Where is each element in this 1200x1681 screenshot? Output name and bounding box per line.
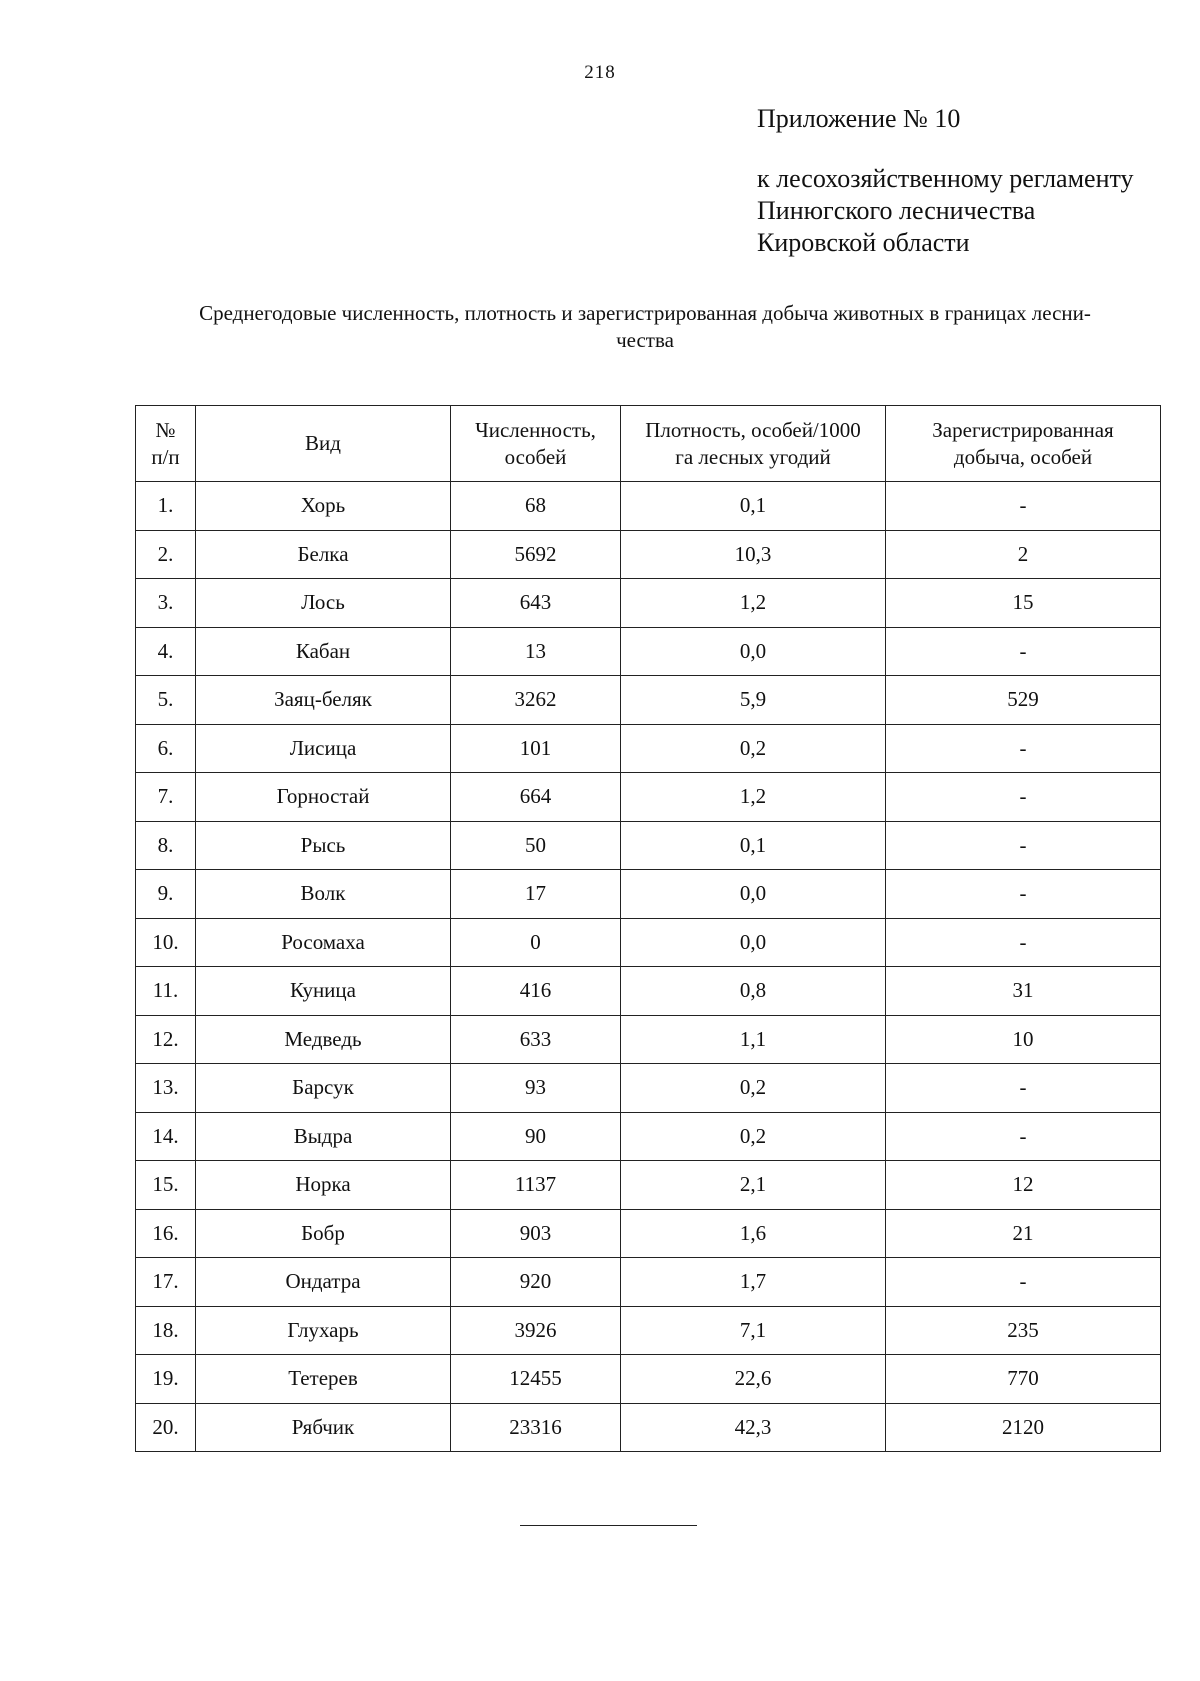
cell-count: 664	[451, 773, 621, 822]
cell-num: 20.	[136, 1403, 196, 1452]
table-row	[136, 1209, 1161, 1258]
cell-count: 90	[451, 1112, 621, 1161]
header-count-line-2: особей	[504, 444, 567, 469]
footer-divider	[520, 1525, 697, 1526]
cell-density: 42,3	[621, 1403, 886, 1452]
table-row	[136, 821, 1161, 870]
cell-species: Волк	[196, 870, 451, 919]
header-density	[621, 406, 886, 482]
cell-count: 13	[451, 627, 621, 676]
table-caption-line-1: Среднегодовые численность, плотность и зарегистрированная добыча животных в границах лесни-	[199, 301, 1091, 325]
cell-harvest: -	[886, 918, 1161, 967]
cell-harvest: 235	[886, 1306, 1161, 1355]
cell-count: 5692	[451, 530, 621, 579]
cell-density: 0,2	[621, 724, 886, 773]
header-harvest	[886, 406, 1161, 482]
cell-density: 2,1	[621, 1161, 886, 1210]
table-row	[136, 773, 1161, 822]
cell-density: 0,2	[621, 1064, 886, 1113]
cell-species: Куница	[196, 967, 451, 1016]
cell-count: 101	[451, 724, 621, 773]
cell-harvest: 770	[886, 1355, 1161, 1404]
appendix-line-regulation: к лесохозяйственному регламенту	[757, 164, 1134, 193]
cell-density: 1,7	[621, 1258, 886, 1307]
table-row	[136, 530, 1161, 579]
cell-num: 10.	[136, 918, 196, 967]
cell-species: Лисица	[196, 724, 451, 773]
cell-species: Кабан	[196, 627, 451, 676]
table-row	[136, 1112, 1161, 1161]
cell-density: 22,6	[621, 1355, 886, 1404]
cell-count: 1137	[451, 1161, 621, 1210]
cell-num: 18.	[136, 1306, 196, 1355]
cell-species: Барсук	[196, 1064, 451, 1113]
cell-num: 2.	[136, 530, 196, 579]
cell-species: Заяц-беляк	[196, 676, 451, 725]
cell-harvest: 10	[886, 1015, 1161, 1064]
table-caption	[130, 300, 1160, 354]
cell-harvest: -	[886, 627, 1161, 676]
table-row	[136, 1258, 1161, 1307]
cell-num: 14.	[136, 1112, 196, 1161]
cell-species: Горностай	[196, 773, 451, 822]
cell-density: 0,1	[621, 821, 886, 870]
cell-density: 5,9	[621, 676, 886, 725]
cell-species: Ондатра	[196, 1258, 451, 1307]
cell-density: 0,0	[621, 627, 886, 676]
cell-species: Выдра	[196, 1112, 451, 1161]
cell-num: 11.	[136, 967, 196, 1016]
cell-species: Росомаха	[196, 918, 451, 967]
cell-harvest: 21	[886, 1209, 1161, 1258]
cell-num: 4.	[136, 627, 196, 676]
cell-harvest: 2	[886, 530, 1161, 579]
cell-density: 1,2	[621, 773, 886, 822]
header-harvest-line-2: добыча, особей	[953, 444, 1093, 469]
cell-count: 50	[451, 821, 621, 870]
cell-species: Бобр	[196, 1209, 451, 1258]
cell-num: 7.	[136, 773, 196, 822]
cell-density: 7,1	[621, 1306, 886, 1355]
table-row	[136, 676, 1161, 725]
cell-num: 15.	[136, 1161, 196, 1210]
header-species: Вид	[196, 406, 451, 482]
cell-harvest: -	[886, 773, 1161, 822]
cell-density: 10,3	[621, 530, 886, 579]
header-count	[451, 406, 621, 482]
header-num	[136, 406, 196, 482]
page-number: 218	[584, 62, 616, 83]
cell-num: 17.	[136, 1258, 196, 1307]
cell-density: 1,2	[621, 579, 886, 628]
table-row	[136, 1064, 1161, 1113]
header-count-line-1: Численность,	[475, 417, 596, 442]
cell-species: Медведь	[196, 1015, 451, 1064]
cell-count: 3926	[451, 1306, 621, 1355]
cell-count: 3262	[451, 676, 621, 725]
table-row	[136, 1161, 1161, 1210]
cell-harvest: -	[886, 1112, 1161, 1161]
cell-harvest: -	[886, 724, 1161, 773]
cell-count: 93	[451, 1064, 621, 1113]
table-row	[136, 870, 1161, 919]
cell-num: 3.	[136, 579, 196, 628]
table-row	[136, 627, 1161, 676]
cell-count: 643	[451, 579, 621, 628]
table-row	[136, 967, 1161, 1016]
cell-count: 23316	[451, 1403, 621, 1452]
cell-count: 0	[451, 918, 621, 967]
appendix-block	[757, 103, 1134, 259]
header-harvest-line-1: Зарегистрированная	[932, 417, 1114, 442]
cell-density: 0,8	[621, 967, 886, 1016]
cell-count: 17	[451, 870, 621, 919]
cell-harvest: 529	[886, 676, 1161, 725]
table-row	[136, 1306, 1161, 1355]
appendix-line-region: Кировской области	[757, 228, 970, 257]
cell-harvest: -	[886, 1258, 1161, 1307]
header-density-line-1: Плотность, особей/1000	[645, 417, 861, 442]
cell-harvest: 2120	[886, 1403, 1161, 1452]
cell-species: Лось	[196, 579, 451, 628]
table-body	[136, 482, 1161, 1452]
cell-num: 8.	[136, 821, 196, 870]
cell-harvest: -	[886, 870, 1161, 919]
cell-species: Белка	[196, 530, 451, 579]
cell-count: 633	[451, 1015, 621, 1064]
table-row	[136, 918, 1161, 967]
cell-count: 920	[451, 1258, 621, 1307]
header-num-line-2: п/п	[151, 444, 180, 469]
cell-harvest: 31	[886, 967, 1161, 1016]
cell-count: 12455	[451, 1355, 621, 1404]
cell-num: 12.	[136, 1015, 196, 1064]
cell-density: 0,0	[621, 918, 886, 967]
cell-count: 416	[451, 967, 621, 1016]
cell-count: 903	[451, 1209, 621, 1258]
cell-num: 19.	[136, 1355, 196, 1404]
cell-density: 1,6	[621, 1209, 886, 1258]
cell-density: 0,0	[621, 870, 886, 919]
cell-num: 16.	[136, 1209, 196, 1258]
cell-density: 1,1	[621, 1015, 886, 1064]
cell-density: 0,1	[621, 482, 886, 531]
cell-harvest: 12	[886, 1161, 1161, 1210]
table-row	[136, 1015, 1161, 1064]
table-caption-line-2: чества	[616, 328, 674, 352]
cell-species: Рябчик	[196, 1403, 451, 1452]
table-row	[136, 579, 1161, 628]
cell-num: 13.	[136, 1064, 196, 1113]
header-num-line-1: №	[155, 417, 176, 442]
table-row	[136, 482, 1161, 531]
cell-species: Рысь	[196, 821, 451, 870]
cell-harvest: -	[886, 1064, 1161, 1113]
table-row	[136, 1355, 1161, 1404]
table-row	[136, 1403, 1161, 1452]
cell-species: Тетерев	[196, 1355, 451, 1404]
cell-harvest: 15	[886, 579, 1161, 628]
cell-harvest: -	[886, 482, 1161, 531]
cell-density: 0,2	[621, 1112, 886, 1161]
cell-num: 6.	[136, 724, 196, 773]
table-row	[136, 724, 1161, 773]
appendix-line-forestry: Пинюгского лесничества	[757, 196, 1036, 225]
cell-species: Хорь	[196, 482, 451, 531]
cell-species: Норка	[196, 1161, 451, 1210]
cell-count: 68	[451, 482, 621, 531]
header-density-line-2: га лесных угодий	[675, 444, 831, 469]
appendix-title: Приложение № 10	[757, 104, 961, 133]
cell-num: 5.	[136, 676, 196, 725]
table-header-row	[136, 406, 1161, 482]
cell-num: 1.	[136, 482, 196, 531]
cell-species: Глухарь	[196, 1306, 451, 1355]
animals-table	[135, 405, 1161, 1452]
cell-num: 9.	[136, 870, 196, 919]
cell-harvest: -	[886, 821, 1161, 870]
